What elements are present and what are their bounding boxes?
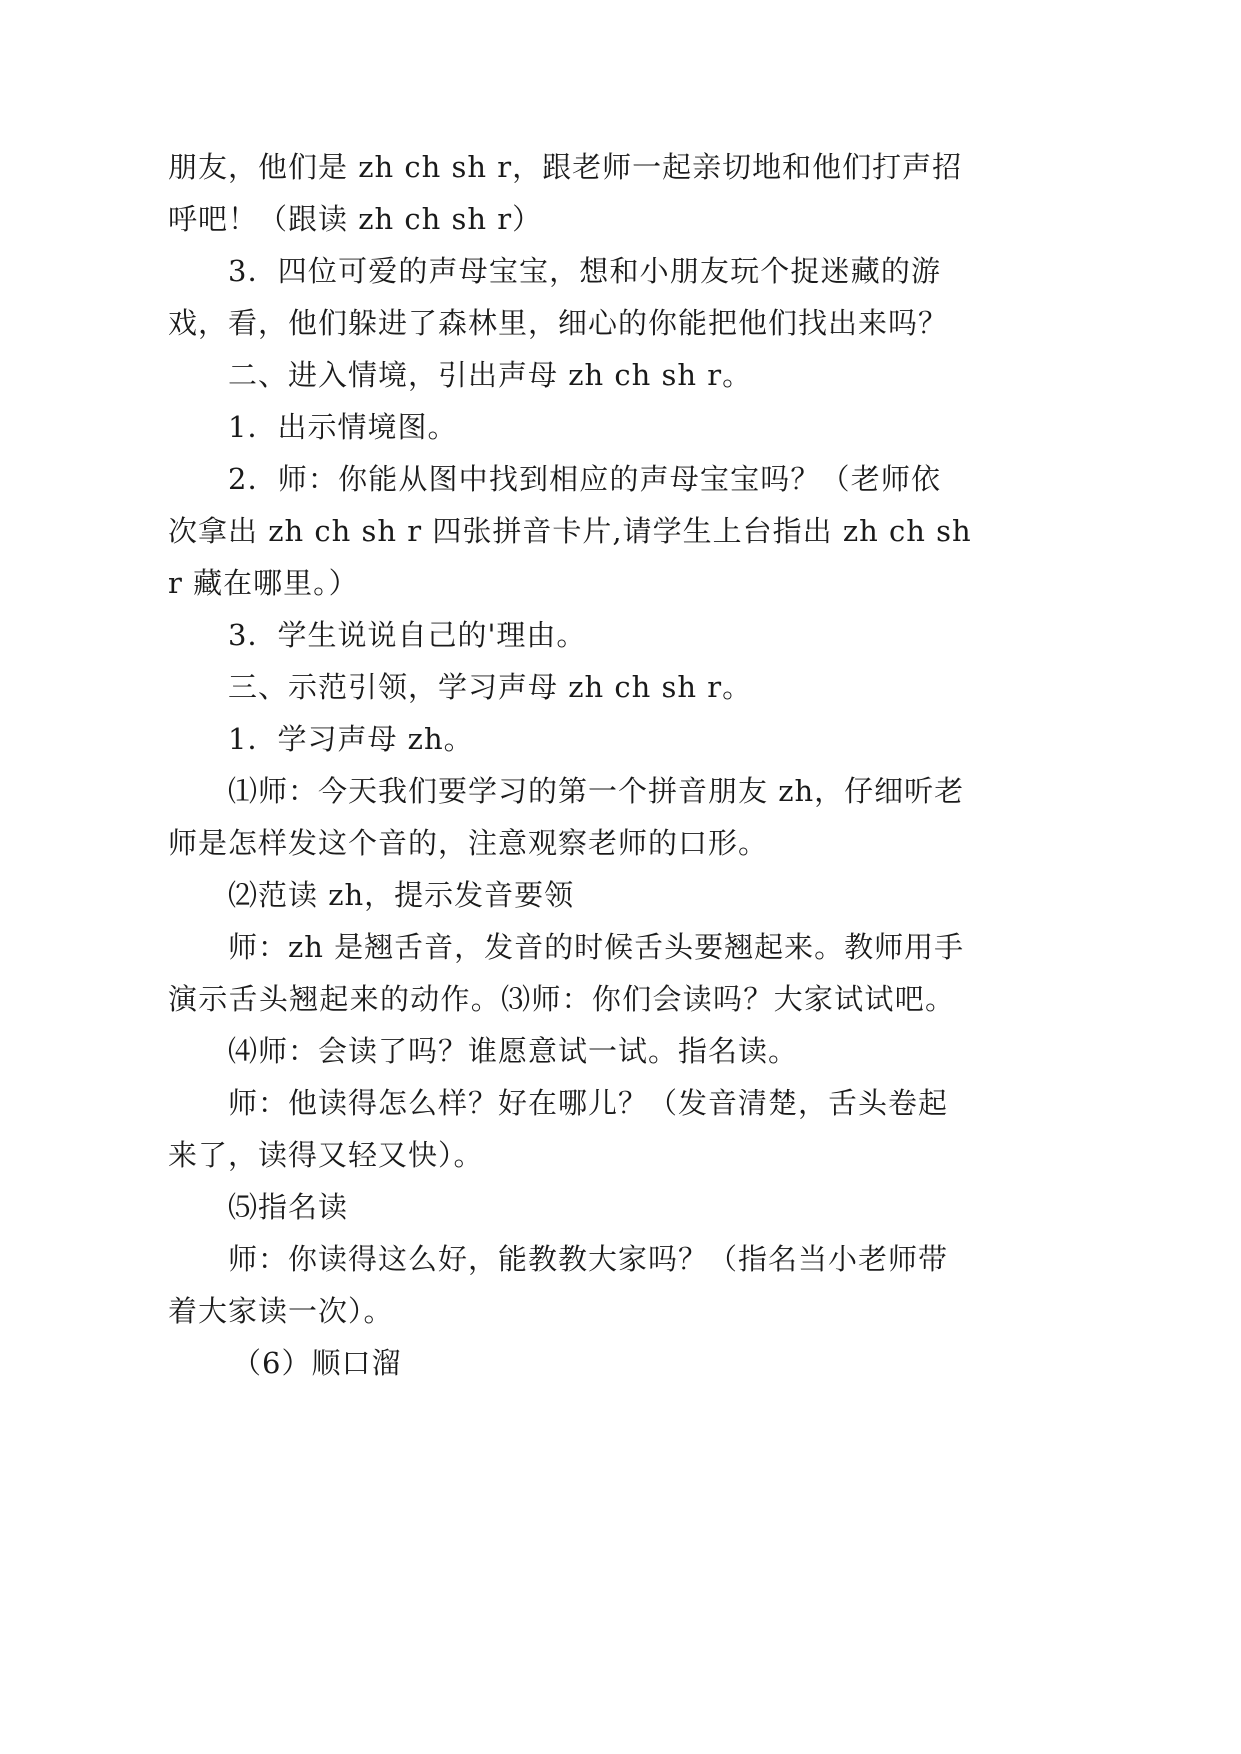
text-line: 演示舌头翘起来的动作。⑶师：你们会读吗？大家试试吧。 <box>168 982 955 1016</box>
text-line: ⑴师：今天我们要学习的第一个拼音朋友 zh，仔细听老 <box>228 774 965 808</box>
text-line: （6）顺口溜 <box>232 1346 402 1380</box>
text-line: 3．学生说说自己的'理由。 <box>228 618 587 652</box>
text-line: 戏，看，他们躲进了森林里，细心的你能把他们找出来吗？ <box>168 306 949 340</box>
text-line: 1．学习声母 zh。 <box>228 722 474 756</box>
text-line: 1．出示情境图。 <box>228 410 458 444</box>
text-line: r 藏在哪里。） <box>168 566 359 600</box>
text-line: 3．四位可爱的声母宝宝，想和小朋友玩个捉迷藏的游 <box>228 254 941 288</box>
text-line: 师：他读得怎么样？好在哪儿？（发音清楚，舌头卷起 <box>228 1086 949 1120</box>
text-line: ⑷师：会读了吗？谁愿意试一试。指名读。 <box>228 1034 799 1068</box>
text-line: 师是怎样发这个音的，注意观察老师的口形。 <box>168 826 769 860</box>
text-line: 朋友，他们是 zh ch sh r，跟老师一起亲切地和他们打声招 <box>168 150 963 184</box>
text-line: 三、示范引领，学习声母 zh ch sh r。 <box>228 670 753 704</box>
text-line: 师：zh 是翘舌音，发音的时候舌头要翘起来。教师用手 <box>228 930 965 964</box>
text-line: ⑵范读 zh，提示发音要领 <box>228 878 575 912</box>
text-line: ⑸指名读 <box>228 1190 349 1224</box>
text-line: 二、进入情境，引出声母 zh ch sh r。 <box>228 358 753 392</box>
text-line: 次拿出 zh ch sh r 四张拼音卡片,请学生上台指出 zh ch sh <box>168 514 972 548</box>
text-line: 呼吧！（跟读 zh ch sh r） <box>168 202 543 236</box>
text-line: 2．师：你能从图中找到相应的声母宝宝吗？（老师依 <box>228 462 941 496</box>
text-line: 师：你读得这么好，能教教大家吗？（指名当小老师带 <box>228 1242 949 1276</box>
text-line: 着大家读一次）。 <box>168 1294 394 1328</box>
text-line: 来了，读得又轻又快）。 <box>168 1138 484 1172</box>
